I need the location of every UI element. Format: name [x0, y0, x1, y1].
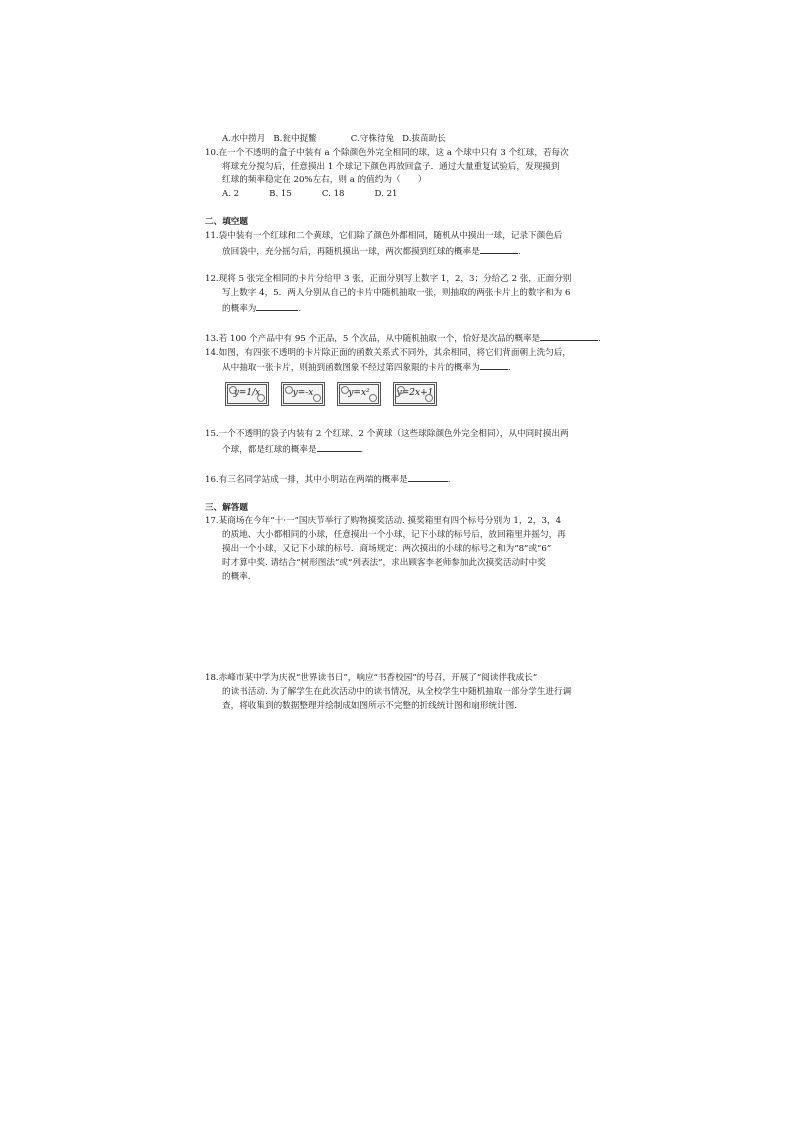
q17-line-2: 的质地、大小都相同的小球，任意摸出一个小球，记下小球的标号后，放回箱里并摇匀，再: [222, 530, 566, 541]
q10-options: [205, 188, 625, 202]
answer-blank: [256, 301, 298, 311]
function-cards: [205, 382, 625, 406]
question-17: [205, 515, 625, 584]
q12-line-3-text: 的概率为: [222, 303, 257, 314]
q12-line-1: 12.现将 5 张完全相同的卡片分给甲 3 张，正面分别写上数字 1，2，3；分给乙 2 张，正面分别: [205, 274, 572, 285]
q15-line-1: 15.一个不透明的袋子内装有 2 个红球、2 个黄球（这些球除颜色外完全相同），从中同时摸出两: [205, 429, 569, 440]
question-12: [205, 273, 625, 316]
q12-line-3: 的概率为 .: [205, 301, 625, 317]
question-14: [205, 347, 625, 407]
q17-line-1: 17.某商场在今年“十·一”国庆节举行了购物摸奖活动. 摸奖箱里有四个标号分别为 1，2，3，4: [205, 516, 562, 527]
function-card-4: y=2x+1: [393, 382, 437, 406]
question-10: [205, 147, 625, 202]
q11-line-2: 放回袋中，充分摇匀后，再随机摸出一球，两次都摸到红球的概率是 .: [205, 244, 625, 260]
question-13: 13.若 100 个产品中有 95 个正品，5 个次品，从中随机抽取一个，恰好是次品的概率是 .: [205, 331, 625, 347]
worksheet-page: [205, 133, 625, 714]
q11-line-1: 11.袋中装有一个红球和二个黄球，它们除了颜色外都相同，随机从中摸出一球，记录下颜色后: [205, 230, 563, 241]
q18-line-1: 18.赤峰市某中学为庆祝“世界读书日”，响应“书香校园”的号召，开展了“阅读伴我成长”: [205, 673, 538, 684]
q9-option-c: C.守株待兔: [350, 134, 395, 144]
q15-line-2: 个球，都是红球的概率是 .: [205, 442, 625, 458]
section-3-heading: 三、解答题: [205, 502, 248, 513]
q15-line-2-text: 个球，都是红球的概率是: [222, 444, 317, 455]
question-11: [205, 230, 625, 260]
q9-option-d: D.拔苗助长: [402, 134, 446, 144]
section-2-heading: 二、填空题: [205, 216, 248, 227]
q17-line-3: 摸出一个小球，又记下小球的标号．商场规定：两次摸出的小球的标号之和为“8”或“6”: [222, 543, 552, 554]
q17-line-4: 时才算中奖. 请结合“树形图法”或“列表法”，求出顾客李老师参加此次摸奖活动时中奖: [222, 557, 546, 568]
q10-line-1: 10.在一个不透明的盒子中装有 a 个除颜色外完全相同的球，这 a 个球中只有 3 个红球，若每次: [205, 147, 569, 158]
q9-options: [205, 133, 625, 147]
answer-blank: [540, 331, 598, 341]
q12-line-2: 写上数字 4，5．两人分别从自己的卡片中随机抽取一张，则抽取的两张卡片上的数字和为 6: [222, 288, 571, 299]
q10-line-3: 红球的频率稳定在 20%左右，则 a 的值约为（ ）: [222, 175, 427, 186]
question-16: 16.有三名同学站成一排，其中小明站在两端的概率是 .: [205, 472, 625, 488]
question-15: [205, 428, 625, 458]
q10-option-a: A. 2: [222, 189, 240, 200]
answer-blank: [317, 442, 361, 452]
function-card-1: y=1/x: [225, 382, 269, 406]
q14-line-2-text: 从中抽取一张卡片，则抽到函数图象不经过第四象限的卡片的概率为: [222, 363, 480, 374]
answer-blank: [480, 360, 508, 370]
answer-blank: [408, 472, 448, 482]
q18-line-2: 的读书活动. 为了解学生在此次活动中的读书情况，从全校学生中随机抽取一部分学生进行调: [222, 687, 572, 698]
q11-line-2-text: 放回袋中，充分摇匀后，再随机摸出一球，两次都摸到红球的概率是: [222, 246, 480, 257]
q17-line-5: 的概率.: [222, 571, 251, 582]
q10-line-2: 将球充分搅匀后，任意摸出 1 个球记下颜色再放回盒子．通过大量重复试验后，发现摸到: [222, 161, 560, 172]
q18-line-3: 查，将收集到的数据整理并绘制成如图所示不完整的折线统计图和扇形统计图.: [222, 700, 517, 711]
q14-line-1: 14.如图，有四张不透明的卡片除正面的函数关系式不同外，其余相同，将它们背面朝上洗匀后，: [205, 347, 572, 358]
question-18: [205, 672, 625, 713]
function-card-3: y=x²: [337, 382, 381, 406]
q10-option-c: C. 18: [321, 189, 345, 200]
q14-line-2: 从中抽取一张卡片，则抽到函数图象不经过第四象限的卡片的概率为 .: [205, 360, 625, 376]
answer-space: [205, 584, 625, 672]
q10-option-b: B. 15: [269, 189, 292, 200]
q13-text: 13.若 100 个产品中有 95 个正品，5 个次品，从中随机抽取一个，恰好是次品的概率是: [205, 333, 541, 344]
function-card-2: y=-x: [281, 382, 325, 406]
q9-option-b: B.瓮中捉鳖: [273, 134, 317, 144]
answer-blank: [480, 244, 518, 254]
q10-option-d: D. 21: [374, 189, 398, 200]
q16-text: 16.有三名同学站成一排，其中小明站在两端的概率是: [205, 474, 408, 485]
q9-option-a: A.水中捞月: [222, 134, 266, 144]
